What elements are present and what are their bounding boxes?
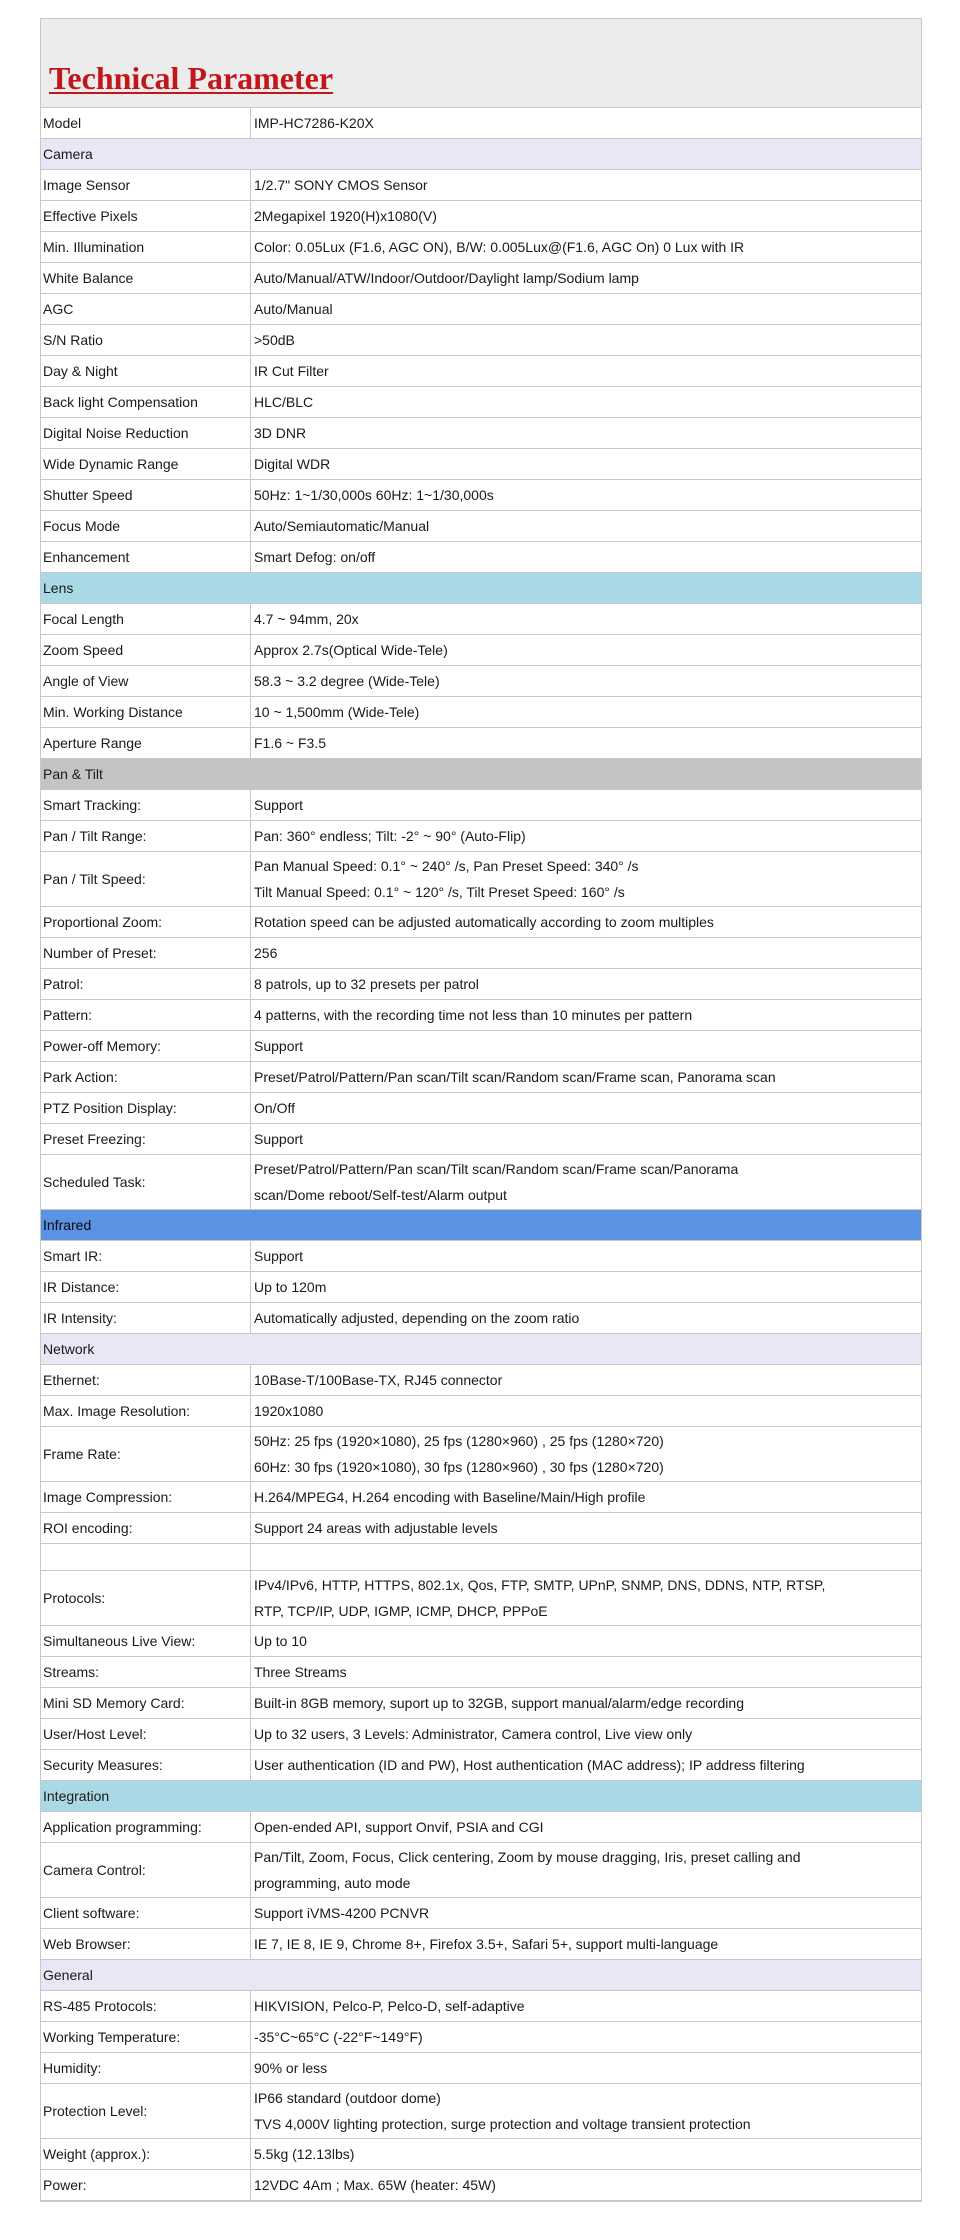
spec-label: Camera Control: [41, 1843, 251, 1897]
spec-row [41, 1657, 921, 1688]
spec-label: Client software: [41, 1898, 251, 1928]
spec-value-line: Built-in 8GB memory, suport up to 32GB, support manual/alarm/edge recording [254, 1695, 744, 1711]
spec-value-line: Color: 0.05Lux (F1.6, AGC ON), B/W: 0.005Lux@(F1.6, AGC On) 0 Lux with IR [254, 239, 745, 255]
spec-label: Shutter Speed [41, 480, 251, 510]
spec-row [41, 1241, 921, 1272]
spec-row [41, 1062, 921, 1093]
spec-row [41, 821, 921, 852]
spec-row [41, 232, 921, 263]
spec-value-line: 256 [254, 945, 278, 961]
spec-value [251, 1626, 921, 1656]
spec-row [41, 356, 921, 387]
spec-value-line: 60Hz: 30 fps (1920×1080), 30 fps (1280×960) , 30 fps (1280×720) [254, 1459, 664, 1475]
spec-row [41, 1155, 921, 1210]
spec-label: User/Host Level: [41, 1719, 251, 1749]
spec-label: Application programming: [41, 1812, 251, 1842]
spec-label: Scheduled Task: [41, 1155, 251, 1209]
spec-value-line: Up to 120m [254, 1279, 327, 1295]
spec-value [251, 1272, 921, 1302]
spec-value [251, 2139, 921, 2169]
section-header-camera: Camera [41, 139, 921, 170]
spec-value-line: Support [254, 1038, 304, 1054]
spec-row [41, 511, 921, 542]
spec-row [41, 387, 921, 418]
spec-value-line: Up to 32 users, 3 Levels: Administrator, Camera control, Live view only [254, 1726, 693, 1742]
spec-label: Min. Working Distance [41, 697, 251, 727]
spec-value-line: Support [254, 797, 304, 813]
spec-value [251, 263, 921, 293]
spec-row [41, 170, 921, 201]
spec-row [41, 938, 921, 969]
spec-value-line: Auto/Semiautomatic/Manual [254, 518, 430, 534]
spec-row [41, 542, 921, 573]
spec-value-line: H.264/MPEG4, H.264 encoding with Baseline/Main/High profile [254, 1489, 646, 1505]
spec-value-line: RTP, TCP/IP, UDP, IGMP, ICMP, DHCP, PPPoE [254, 1603, 548, 1619]
spec-value-line: Preset/Patrol/Pattern/Pan scan/Tilt scan/Random scan/Frame scan/Panorama [254, 1161, 739, 1177]
spec-value [251, 170, 921, 200]
spec-value-line: 5.5kg (12.13lbs) [254, 2146, 355, 2162]
spec-label: Effective Pixels [41, 201, 251, 231]
spec-value [251, 1812, 921, 1842]
spec-row [41, 1513, 921, 1544]
spec-value [251, 969, 921, 999]
spec-value-line: HIKVISION, Pelco-P, Pelco-D, self-adaptive [254, 1998, 525, 2014]
spec-row [41, 852, 921, 907]
spec-label: Max. Image Resolution: [41, 1396, 251, 1426]
spec-value [251, 1365, 921, 1395]
section-header-infrared: Infrared [41, 1210, 921, 1241]
spec-label: Ethernet: [41, 1365, 251, 1395]
spec-value-line: Pan: 360° endless; Tilt: -2° ~ 90° (Auto-Flip) [254, 828, 526, 844]
section-header-lens: Lens [41, 573, 921, 604]
spec-row [41, 1093, 921, 1124]
spec-row [41, 263, 921, 294]
spec-value [251, 2170, 921, 2200]
spec-row [41, 1929, 921, 1960]
spec-value-line: TVS 4,000V lighting protection, surge protection and voltage transient protection [254, 2116, 751, 2132]
spec-label: Day & Night [41, 356, 251, 386]
spec-label [41, 1544, 251, 1570]
spec-label: PTZ Position Display: [41, 1093, 251, 1123]
spec-value [251, 1124, 921, 1154]
spec-row [41, 1272, 921, 1303]
spec-label: Working Temperature: [41, 2022, 251, 2052]
spec-value-line: 1/2.7" SONY CMOS Sensor [254, 177, 428, 193]
spec-value-line: IR Cut Filter [254, 363, 329, 379]
spec-value-line: 58.3 ~ 3.2 degree (Wide-Tele) [254, 673, 440, 689]
spec-row [41, 2053, 921, 2084]
spec-row [41, 1991, 921, 2022]
spec-row [41, 1898, 921, 1929]
spec-value-line: Support iVMS-4200 PCNVR [254, 1905, 430, 1921]
spec-value [251, 1843, 921, 1897]
spec-label: Pan / Tilt Range: [41, 821, 251, 851]
spec-value [251, 1093, 921, 1123]
spec-label: Proportional Zoom: [41, 907, 251, 937]
spec-row [41, 1843, 921, 1898]
spec-label: Pattern: [41, 1000, 251, 1030]
spec-value [251, 1719, 921, 1749]
spec-row [41, 418, 921, 449]
spec-value-line: Preset/Patrol/Pattern/Pan scan/Tilt scan/Random scan/Frame scan, Panorama scan [254, 1069, 776, 1085]
spec-value [251, 1513, 921, 1543]
spec-value [251, 1688, 921, 1718]
spec-value-line: IP66 standard (outdoor dome) [254, 2090, 441, 2106]
spec-row [41, 294, 921, 325]
spec-value [251, 1571, 921, 1625]
spec-value-line: 50Hz: 1~1/30,000s 60Hz: 1~1/30,000s [254, 487, 494, 503]
spec-row [41, 1000, 921, 1031]
spec-value [251, 1929, 921, 1959]
spec-row [41, 1626, 921, 1657]
spec-value: IMP-HC7286-K20X [254, 115, 374, 131]
spec-value-line: Support [254, 1248, 304, 1264]
spec-value [251, 1241, 921, 1271]
spec-label: Focal Length [41, 604, 251, 634]
spec-value-line: 50Hz: 25 fps (1920×1080), 25 fps (1280×960) , 25 fps (1280×720) [254, 1433, 664, 1449]
spec-value-line: F1.6 ~ F3.5 [254, 735, 326, 751]
spec-label: Preset Freezing: [41, 1124, 251, 1154]
spec-label: Image Sensor [41, 170, 251, 200]
spec-value [251, 1544, 921, 1570]
spec-value [251, 1750, 921, 1780]
spec-label: Park Action: [41, 1062, 251, 1092]
spec-row [41, 201, 921, 232]
spec-value-line: Approx 2.7s(Optical Wide-Tele) [254, 642, 448, 658]
spec-row [41, 2084, 921, 2139]
spec-value [251, 852, 921, 906]
spec-value-line: 10Base-T/100Base-TX, RJ45 connector [254, 1372, 503, 1388]
spec-value [251, 356, 921, 386]
spec-row [41, 1365, 921, 1396]
spec-value [251, 1427, 921, 1481]
spec-value [251, 294, 921, 324]
spec-value-line: HLC/BLC [254, 394, 314, 410]
spec-value-line: scan/Dome reboot/Self-test/Alarm output [254, 1187, 507, 1203]
spec-label: IR Distance: [41, 1272, 251, 1302]
spec-value [251, 728, 921, 758]
spec-value-line: Pan/Tilt, Zoom, Focus, Click centering, Zoom by mouse dragging, Iris, preset calling and [254, 1849, 801, 1865]
spec-value-line: 1920x1080 [254, 1403, 324, 1419]
spec-label: Digital Noise Reduction [41, 418, 251, 448]
spec-row [41, 1031, 921, 1062]
spec-value [251, 635, 921, 665]
spec-value [251, 232, 921, 262]
spec-value-line: Rotation speed can be adjusted automatically according to zoom multiples [254, 914, 714, 930]
spec-label: Protocols: [41, 1571, 251, 1625]
spec-row [41, 325, 921, 356]
spec-label: Streams: [41, 1657, 251, 1687]
spec-label: Zoom Speed [41, 635, 251, 665]
spec-label: Security Measures: [41, 1750, 251, 1780]
spec-value [251, 511, 921, 541]
spec-value [251, 790, 921, 820]
spec-row [41, 969, 921, 1000]
spec-label: Web Browser: [41, 1929, 251, 1959]
spec-label: Humidity: [41, 2053, 251, 2083]
spec-label: Enhancement [41, 542, 251, 572]
spec-label: ROI encoding: [41, 1513, 251, 1543]
spec-value-line: Support 24 areas with adjustable levels [254, 1520, 498, 1536]
spec-value-line: 4.7 ~ 94mm, 20x [254, 611, 359, 627]
spec-value [251, 1303, 921, 1333]
spec-value-line: 90% or less [254, 2060, 328, 2076]
spec-value-line: Support [254, 1131, 304, 1147]
spec-value [251, 2022, 921, 2052]
spec-row [41, 449, 921, 480]
spec-value-line: Automatically adjusted, depending on the zoom ratio [254, 1310, 580, 1326]
spec-value [251, 666, 921, 696]
spec-value-line: 8 patrols, up to 32 presets per patrol [254, 976, 479, 992]
spec-value [251, 542, 921, 572]
page-title: Technical Parameter [49, 60, 334, 96]
spec-value [251, 1898, 921, 1928]
spec-value-line: User authentication (ID and PW), Host authentication (MAC address); IP address filtering [254, 1757, 805, 1773]
spec-value-line: IE 7, IE 8, IE 9, Chrome 8+, Firefox 3.5+, Safari 5+, support multi-language [254, 1936, 719, 1952]
spec-value [251, 418, 921, 448]
spec-value-line: 4 patterns, with the recording time not less than 10 minutes per pattern [254, 1007, 693, 1023]
spec-value [251, 449, 921, 479]
spec-value-line: -35°C~65°C (-22°F~149°F) [254, 2029, 423, 2045]
spec-row [41, 790, 921, 821]
section-header-network: Network [41, 1334, 921, 1365]
section-header-integration: Integration [41, 1781, 921, 1812]
spec-value-line: Auto/Manual/ATW/Indoor/Outdoor/Daylight lamp/Sodium lamp [254, 270, 639, 286]
spec-value-line: IPv4/IPv6, HTTP, HTTPS, 802.1x, Qos, FTP, SMTP, UPnP, SNMP, DNS, DDNS, NTP, RTSP, [254, 1577, 826, 1593]
spec-row [41, 1427, 921, 1482]
spec-label: AGC [41, 294, 251, 324]
spec-value-line: Up to 10 [254, 1633, 307, 1649]
spec-value [251, 697, 921, 727]
spec-row [41, 1719, 921, 1750]
spec-row [41, 1750, 921, 1781]
spec-row [41, 2022, 921, 2053]
spec-value [251, 907, 921, 937]
spec-label: S/N Ratio [41, 325, 251, 355]
section-header-pan-tilt: Pan & Tilt [41, 759, 921, 790]
spec-value-line: >50dB [254, 332, 295, 348]
spec-value [251, 387, 921, 417]
spec-value [251, 325, 921, 355]
spec-row [41, 1396, 921, 1427]
spec-value-line: programming, auto mode [254, 1875, 411, 1891]
title-bar [41, 19, 921, 108]
spec-value-line: On/Off [254, 1100, 295, 1116]
spec-row [41, 666, 921, 697]
spec-value [251, 1991, 921, 2021]
spec-row [41, 1571, 921, 1626]
spec-value-line: 10 ~ 1,500mm (Wide-Tele) [254, 704, 420, 720]
spec-label: Protection Level: [41, 2084, 251, 2138]
spec-label: Number of Preset: [41, 938, 251, 968]
spec-value [251, 821, 921, 851]
spec-label: White Balance [41, 263, 251, 293]
section-header-general: General [41, 1960, 921, 1991]
spec-row [41, 1812, 921, 1843]
spec-label: Patrol: [41, 969, 251, 999]
spec-label: Power-off Memory: [41, 1031, 251, 1061]
spec-row [41, 2170, 921, 2201]
spec-row [41, 1303, 921, 1334]
spec-sections [41, 139, 921, 2201]
spec-label: Pan / Tilt Speed: [41, 852, 251, 906]
spec-label: Frame Rate: [41, 1427, 251, 1481]
spec-value [251, 201, 921, 231]
spec-value-line: Auto/Manual [254, 301, 333, 317]
spec-label: Angle of View [41, 666, 251, 696]
spec-value-line: Open-ended API, support Onvif, PSIA and CGI [254, 1819, 544, 1835]
spec-value [251, 1482, 921, 1512]
spec-value-line: 12VDC 4Am ; Max. 65W (heater: 45W) [254, 2177, 496, 2193]
spec-sheet [40, 18, 922, 2202]
spec-label: Wide Dynamic Range [41, 449, 251, 479]
spec-value-line: 2Megapixel 1920(H)x1080(V) [254, 208, 437, 224]
spec-label: Power: [41, 2170, 251, 2200]
spec-value [251, 1062, 921, 1092]
spec-label: Model [41, 108, 251, 138]
model-row [41, 108, 921, 139]
spec-value [251, 2084, 921, 2138]
spec-value [251, 480, 921, 510]
spec-value [251, 1657, 921, 1687]
spec-row [41, 2139, 921, 2170]
spec-value-line: Smart Defog: on/off [254, 549, 376, 565]
spec-value [251, 1155, 921, 1209]
spec-label: Smart IR: [41, 1241, 251, 1271]
spec-label: Min. Illumination [41, 232, 251, 262]
spec-label: Simultaneous Live View: [41, 1626, 251, 1656]
spec-row [41, 1688, 921, 1719]
spec-label: Mini SD Memory Card: [41, 1688, 251, 1718]
spec-value [251, 938, 921, 968]
spec-value [251, 1000, 921, 1030]
spec-value [251, 1031, 921, 1061]
spec-value [251, 1396, 921, 1426]
spec-row [41, 1544, 921, 1571]
spec-row [41, 728, 921, 759]
spec-label: Image Compression: [41, 1482, 251, 1512]
spec-value [251, 604, 921, 634]
spec-value-line: Digital WDR [254, 456, 331, 472]
spec-label: Aperture Range [41, 728, 251, 758]
spec-label: Weight (approx.): [41, 2139, 251, 2169]
spec-value-line: Tilt Manual Speed: 0.1° ~ 120° /s, Tilt Preset Speed: 160° /s [254, 884, 625, 900]
spec-label: RS-485 Protocols: [41, 1991, 251, 2021]
spec-value-line: 3D DNR [254, 425, 307, 441]
spec-label: Smart Tracking: [41, 790, 251, 820]
spec-row [41, 907, 921, 938]
spec-row [41, 1124, 921, 1155]
spec-value [251, 2053, 921, 2083]
spec-label: IR Intensity: [41, 1303, 251, 1333]
spec-label: Focus Mode [41, 511, 251, 541]
spec-value-line: Pan Manual Speed: 0.1° ~ 240° /s, Pan Preset Speed: 340° /s [254, 858, 639, 874]
spec-row [41, 480, 921, 511]
spec-row [41, 1482, 921, 1513]
spec-value-line: Three Streams [254, 1664, 347, 1680]
spec-label: Back light Compensation [41, 387, 251, 417]
spec-row [41, 604, 921, 635]
spec-row [41, 697, 921, 728]
spec-row [41, 635, 921, 666]
